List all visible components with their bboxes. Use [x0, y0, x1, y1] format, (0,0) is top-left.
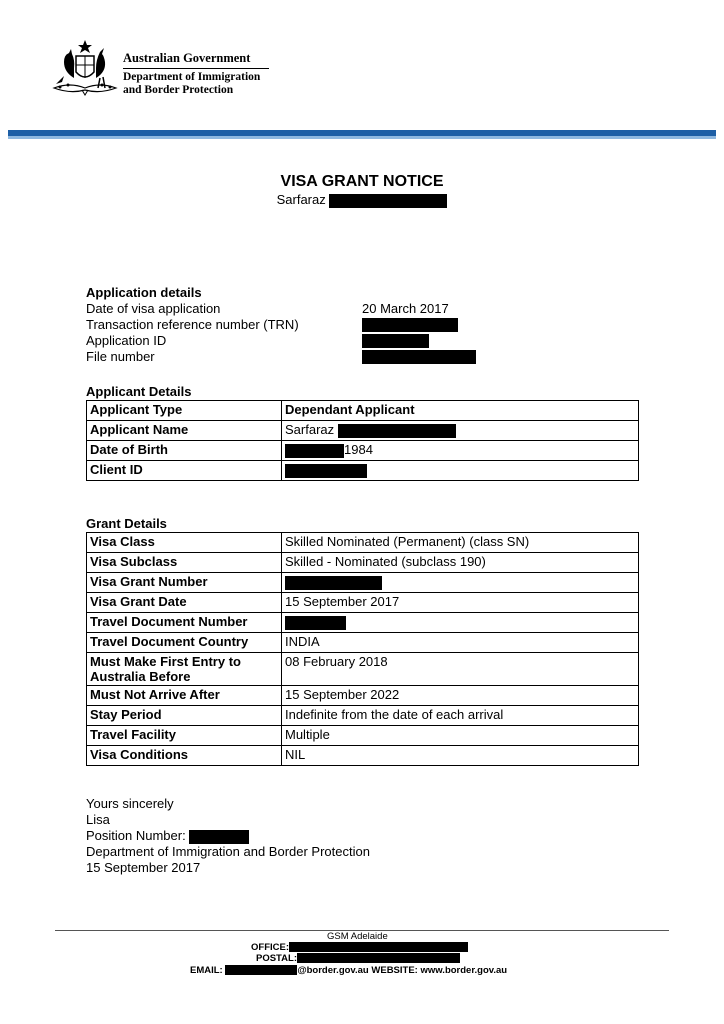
website-link[interactable]: www.border.gov.au [420, 965, 508, 976]
closing-block [86, 796, 370, 876]
grant-value-cell [282, 613, 639, 633]
postal-label: POSTAL: [256, 953, 297, 964]
postal-line [256, 953, 460, 965]
applicant-type-label: Applicant Type [87, 401, 282, 421]
redacted-trn [362, 318, 458, 332]
table-row [87, 401, 639, 421]
table-row [87, 421, 639, 441]
email-label: EMAIL: [190, 965, 223, 976]
applicant-details-heading: Applicant Details [86, 384, 192, 399]
table-row [87, 553, 639, 573]
redacted-postal-address [297, 953, 460, 963]
signer-name: Lisa [86, 812, 110, 827]
grant-details [86, 516, 639, 766]
letterhead [50, 38, 280, 108]
applicant-type-value: Dependant Applicant [282, 401, 639, 421]
table-row [87, 633, 639, 653]
grant-table [86, 532, 639, 766]
client-id-cell [282, 461, 639, 481]
trn-label: Transaction reference number (TRN) [86, 317, 299, 332]
applicant-table [86, 400, 639, 481]
table-row [87, 593, 639, 613]
client-id-label: Client ID [87, 461, 282, 481]
title-block [0, 172, 724, 208]
table-row [87, 613, 639, 633]
redacted-grant-number [285, 576, 382, 590]
application-date-value: 20 March 2017 [362, 301, 449, 316]
application-date-label: Date of visa application [86, 301, 221, 316]
redacted-application-id [362, 334, 429, 348]
signer-department: Department of Immigration and Border Protection [86, 844, 370, 859]
office-line [251, 942, 468, 954]
application-details [86, 285, 639, 365]
document-title: VISA GRANT NOTICE [280, 173, 444, 190]
contact-line [190, 965, 507, 977]
dob-cell [282, 441, 639, 461]
department-line-1: Department of Immigration [123, 71, 261, 83]
application-details-heading: Application details [86, 285, 202, 300]
branding-divider [123, 68, 269, 69]
grant-value: 15 September 2017 [282, 593, 639, 613]
grant-value: NIL [282, 746, 639, 766]
grant-value: 15 September 2022 [282, 686, 639, 706]
table-row [87, 746, 639, 766]
grant-value-cell [282, 573, 639, 593]
application-id-row [86, 333, 639, 349]
header-bar [8, 130, 716, 139]
grant-label: Visa Conditions [87, 746, 282, 766]
website-label: WEBSITE: [371, 965, 418, 976]
applicant-name-cell [282, 421, 639, 441]
redacted-client-id [285, 464, 367, 478]
redacted-applicant-surname [338, 424, 456, 438]
recipient-name [0, 192, 724, 208]
office-name: GSM Adelaide [327, 931, 388, 942]
sign-off: Yours sincerely [86, 796, 174, 811]
table-row [87, 441, 639, 461]
grant-value: Skilled - Nominated (subclass 190) [282, 553, 639, 573]
table-row [87, 653, 639, 686]
table-row [87, 461, 639, 481]
grant-label: Must Not Arrive After [87, 686, 282, 706]
grant-label: Travel Document Number [87, 613, 282, 633]
grant-value: INDIA [282, 633, 639, 653]
header-bar-light [8, 136, 716, 139]
letter-date: 15 September 2017 [86, 860, 201, 875]
table-row [87, 726, 639, 746]
coat-of-arms-icon [50, 38, 120, 96]
grant-label: Visa Grant Number [87, 573, 282, 593]
redacted-office-address [289, 942, 468, 952]
government-branding [123, 51, 269, 97]
position-number-line [86, 828, 370, 844]
position-number-label: Position Number: [86, 828, 186, 843]
table-row [87, 686, 639, 706]
grant-label: Visa Subclass [87, 553, 282, 573]
office-label: OFFICE: [251, 942, 289, 953]
grant-value: 08 February 2018 [282, 653, 639, 686]
grant-label: Stay Period [87, 706, 282, 726]
dob-year: 1984 [344, 442, 373, 457]
redacted-dob [285, 444, 344, 458]
redacted-email-user [225, 965, 297, 975]
redacted-surname [329, 194, 447, 208]
department-line-2: and Border Protection [123, 84, 234, 96]
trn-row [86, 317, 639, 333]
grant-label: Visa Grant Date [87, 593, 282, 613]
grant-label: Visa Class [87, 533, 282, 553]
grant-label: Travel Facility [87, 726, 282, 746]
dob-label: Date of Birth [87, 441, 282, 461]
email-domain: @border.gov.au [297, 965, 369, 976]
grant-value: Skilled Nominated (Permanent) (class SN) [282, 533, 639, 553]
applicant-name-value: Sarfaraz [285, 422, 335, 437]
application-date-row [86, 301, 639, 317]
government-name: Australian Government [123, 51, 251, 65]
redacted-position-number [189, 830, 249, 844]
table-row [87, 573, 639, 593]
redacted-travel-document-number [285, 616, 346, 630]
redacted-file-number [362, 350, 476, 364]
grant-value: Indefinite from the date of each arrival [282, 706, 639, 726]
recipient-given-name: Sarfaraz [276, 192, 326, 207]
grant-label: Travel Document Country [87, 633, 282, 653]
applicant-name-label: Applicant Name [87, 421, 282, 441]
file-number-row [86, 349, 639, 365]
application-id-label: Application ID [86, 333, 167, 348]
grant-value: Multiple [282, 726, 639, 746]
table-row [87, 533, 639, 553]
table-row [87, 706, 639, 726]
grant-details-heading: Grant Details [86, 516, 167, 531]
grant-label: Must Make First Entry to Australia Before [87, 653, 282, 686]
applicant-details [86, 384, 639, 481]
file-number-label: File number [86, 349, 155, 364]
